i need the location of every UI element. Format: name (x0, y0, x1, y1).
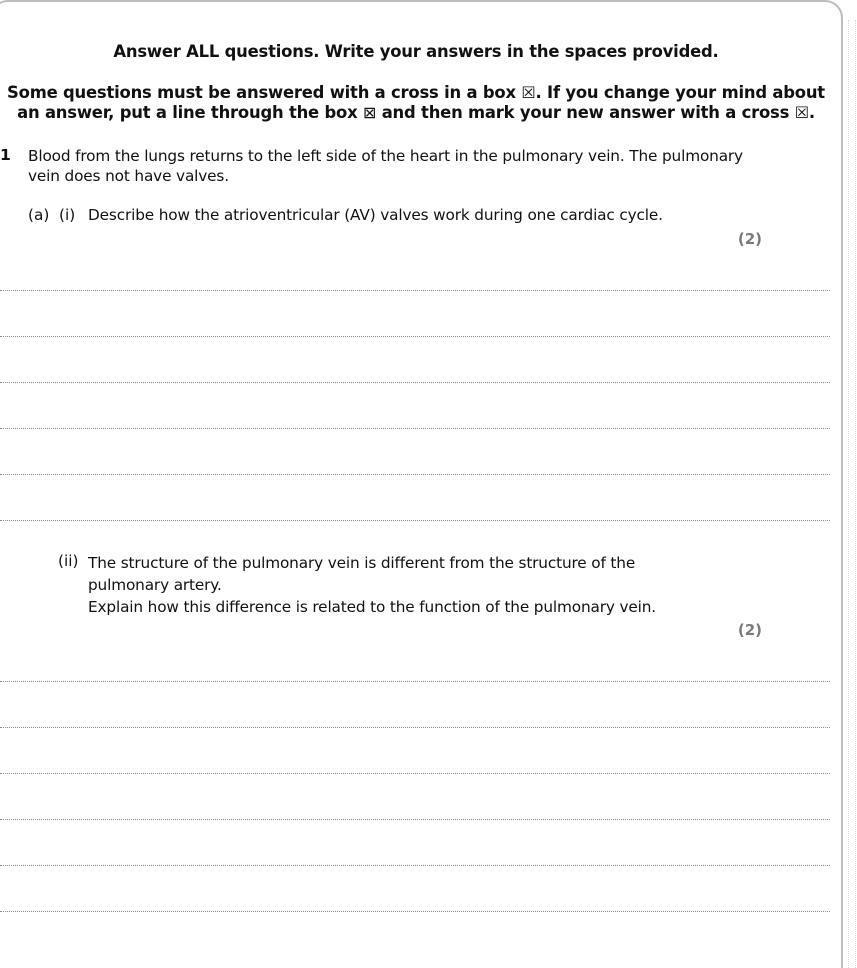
instructions-text-2b: . If you change your mind about an answer, put a line through the box (17, 83, 825, 122)
answer-line-ii-2[interactable] (0, 727, 830, 728)
page-edge-margin (848, 20, 856, 968)
instructions-text-2c: and then mark your new answer with a cross (376, 103, 795, 122)
answer-line-ii-6[interactable] (0, 911, 830, 912)
part-a-label: (a) (28, 206, 50, 224)
sub-ii-question-text (88, 552, 748, 618)
sub-i-label: (i) (59, 206, 76, 224)
answer-line-ii-4[interactable] (0, 819, 830, 820)
question-number: 1 (0, 146, 11, 164)
instructions-line-1 (0, 42, 832, 62)
answer-line-i-4[interactable] (0, 428, 830, 429)
crossed-box-icon: ☒ (521, 83, 536, 102)
crossed-box-icon-2: ☒ (794, 103, 809, 122)
sub-i-marks: (2) (737, 230, 762, 248)
answer-line-i-1[interactable] (0, 290, 830, 291)
answer-line-ii-1[interactable] (0, 681, 830, 682)
sub-ii-text-line-3: Explain how this difference is related to the function of the pulmonary vein. (88, 598, 657, 616)
instructions-text-2d: . (808, 103, 815, 122)
answer-line-ii-3[interactable] (0, 773, 830, 774)
sub-ii-marks: (2) (737, 621, 762, 639)
question-stem: Blood from the lungs returns to the left side of the heart in the pulmonary vein. The pulmonary vein does not have valves. (28, 147, 743, 185)
answer-line-i-5[interactable] (0, 474, 830, 475)
instructions-text-2a: Some questions must be answered with a cross in a box (7, 83, 522, 102)
sub-ii-label: (ii) (58, 552, 79, 570)
sub-ii-text-line-2: pulmonary artery. (88, 576, 222, 594)
answer-line-i-2[interactable] (0, 336, 830, 337)
answer-line-i-3[interactable] (0, 382, 830, 383)
sub-i-question-text: Describe how the atrioventricular (AV) valves work during one cardiac cycle. (88, 206, 663, 224)
struck-box-icon: ⊠ (362, 103, 377, 122)
instructions-line-2 (0, 83, 832, 123)
answer-line-ii-5[interactable] (0, 865, 830, 866)
instructions-text-1: Answer ALL questions. Write your answers in the spaces provided. (113, 42, 719, 61)
answer-line-i-6[interactable] (0, 520, 830, 521)
sub-ii-text-line-1: The structure of the pulmonary vein is different from the structure of the (88, 554, 636, 572)
